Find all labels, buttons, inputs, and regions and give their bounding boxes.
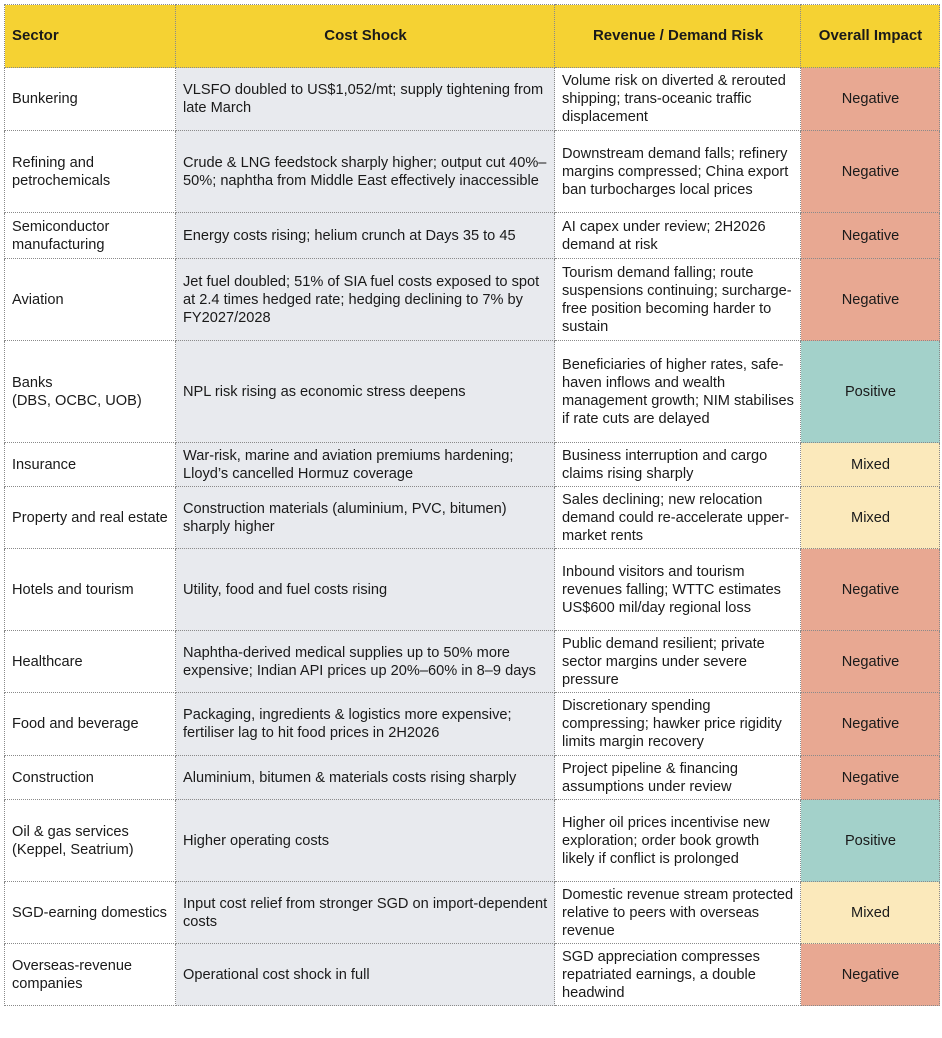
sector-subtitle: (DBS, OCBC, UOB) xyxy=(12,392,142,409)
revenue-risk-cell: Inbound visitors and tourism revenues falling; WTTC estimates US$600 mil/day regional loss xyxy=(555,549,801,631)
header-cost-shock: Cost Shock xyxy=(176,5,555,68)
sector-cell xyxy=(5,341,176,443)
sector-name: Oil & gas services xyxy=(12,823,129,840)
revenue-risk-cell: Sales declining; new relocation demand could re-accelerate upper-market rents xyxy=(555,487,801,549)
impact-badge: Positive xyxy=(801,341,940,443)
sector-cell: Hotels and tourism xyxy=(5,549,176,631)
cost-shock-cell: Operational cost shock in full xyxy=(176,944,555,1006)
table-row xyxy=(5,944,940,1006)
revenue-risk-cell: Downstream demand falls; refinery margins compressed; China export ban turbocharges local prices xyxy=(555,131,801,213)
sector-cell: Healthcare xyxy=(5,631,176,693)
revenue-risk-cell: Higher oil prices incentivise new exploration; order book growth likely if conflict is prolonged xyxy=(555,800,801,882)
cost-shock-cell: Crude & LNG feedstock sharply higher; output cut 40%–50%; naphtha from Middle East effectively inaccessible xyxy=(176,131,555,213)
impact-badge: Negative xyxy=(801,259,940,341)
sector-cell: Refining and petrochemicals xyxy=(5,131,176,213)
cost-shock-cell: VLSFO doubled to US$1,052/mt; supply tightening from late March xyxy=(176,68,555,131)
revenue-risk-cell: Tourism demand falling; route suspensions continuing; surcharge-free position becoming harder to sustain xyxy=(555,259,801,341)
table-row xyxy=(5,443,940,487)
impact-badge: Negative xyxy=(801,944,940,1006)
impact-badge: Negative xyxy=(801,549,940,631)
impact-badge: Negative xyxy=(801,756,940,800)
table-row xyxy=(5,487,940,549)
revenue-risk-cell: SGD appreciation compresses repatriated earnings, a double headwind xyxy=(555,944,801,1006)
cost-shock-cell: Packaging, ingredients & logistics more expensive; fertiliser lag to hit food prices in 2H2026 xyxy=(176,693,555,756)
sector-cell: Insurance xyxy=(5,443,176,487)
impact-badge: Mixed xyxy=(801,882,940,944)
revenue-risk-cell: Domestic revenue stream protected relative to peers with overseas revenue xyxy=(555,882,801,944)
impact-badge: Negative xyxy=(801,631,940,693)
impact-badge: Negative xyxy=(801,693,940,756)
table-row xyxy=(5,341,940,443)
table-row xyxy=(5,800,940,882)
sector-cell: Food and beverage xyxy=(5,693,176,756)
revenue-risk-cell: Project pipeline & financing assumptions under review xyxy=(555,756,801,800)
sector-cell: Bunkering xyxy=(5,68,176,131)
table-row xyxy=(5,131,940,213)
table-row xyxy=(5,631,940,693)
sector-cell xyxy=(5,800,176,882)
table-row xyxy=(5,259,940,341)
table-row xyxy=(5,213,940,259)
revenue-risk-cell: Volume risk on diverted & rerouted shipping; trans-oceanic traffic displacement xyxy=(555,68,801,131)
impact-badge: Mixed xyxy=(801,443,940,487)
sector-impact-table xyxy=(4,4,940,1006)
cost-shock-cell: Energy costs rising; helium crunch at Days 35 to 45 xyxy=(176,213,555,259)
revenue-risk-cell: Public demand resilient; private sector margins under severe pressure xyxy=(555,631,801,693)
header-revenue-risk: Revenue / Demand Risk xyxy=(555,5,801,68)
revenue-risk-cell: Beneficiaries of higher rates, safe-haven inflows and wealth management growth; NIM stabilises if rate cuts are delayed xyxy=(555,341,801,443)
cost-shock-cell: Naphtha-derived medical supplies up to 50% more expensive; Indian API prices up 20%–60% in 8–9 days xyxy=(176,631,555,693)
cost-shock-cell: Higher operating costs xyxy=(176,800,555,882)
sector-cell: Aviation xyxy=(5,259,176,341)
cost-shock-cell: Input cost relief from stronger SGD on import-dependent costs xyxy=(176,882,555,944)
revenue-risk-cell: Discretionary spending compressing; hawker price rigidity limits margin recovery xyxy=(555,693,801,756)
header-overall-impact: Overall Impact xyxy=(801,5,940,68)
cost-shock-cell: War-risk, marine and aviation premiums hardening; Lloyd’s cancelled Hormuz coverage xyxy=(176,443,555,487)
cost-shock-cell: Construction materials (aluminium, PVC, bitumen) sharply higher xyxy=(176,487,555,549)
sector-name: Banks xyxy=(12,374,53,391)
table-row xyxy=(5,68,940,131)
cost-shock-cell: Aluminium, bitumen & materials costs rising sharply xyxy=(176,756,555,800)
cost-shock-cell: NPL risk rising as economic stress deepens xyxy=(176,341,555,443)
table-row xyxy=(5,882,940,944)
sector-cell: Property and real estate xyxy=(5,487,176,549)
sector-cell: Construction xyxy=(5,756,176,800)
cost-shock-cell: Jet fuel doubled; 51% of SIA fuel costs exposed to spot at 2.4 times hedged rate; hedging declining to 7% by FY2027/2028 xyxy=(176,259,555,341)
header-row xyxy=(5,5,940,68)
table-row xyxy=(5,693,940,756)
impact-badge: Mixed xyxy=(801,487,940,549)
cost-shock-cell: Utility, food and fuel costs rising xyxy=(176,549,555,631)
impact-badge: Negative xyxy=(801,68,940,131)
sector-subtitle: (Keppel, Seatrium) xyxy=(12,841,134,858)
header-sector: Sector xyxy=(5,5,176,68)
table-row xyxy=(5,549,940,631)
sector-cell: Overseas-revenue companies xyxy=(5,944,176,1006)
impact-badge: Positive xyxy=(801,800,940,882)
sector-cell: SGD-earning domestics xyxy=(5,882,176,944)
sector-cell: Semiconductor manufacturing xyxy=(5,213,176,259)
table-row xyxy=(5,756,940,800)
revenue-risk-cell: Business interruption and cargo claims rising sharply xyxy=(555,443,801,487)
impact-badge: Negative xyxy=(801,131,940,213)
revenue-risk-cell: AI capex under review; 2H2026 demand at risk xyxy=(555,213,801,259)
impact-badge: Negative xyxy=(801,213,940,259)
